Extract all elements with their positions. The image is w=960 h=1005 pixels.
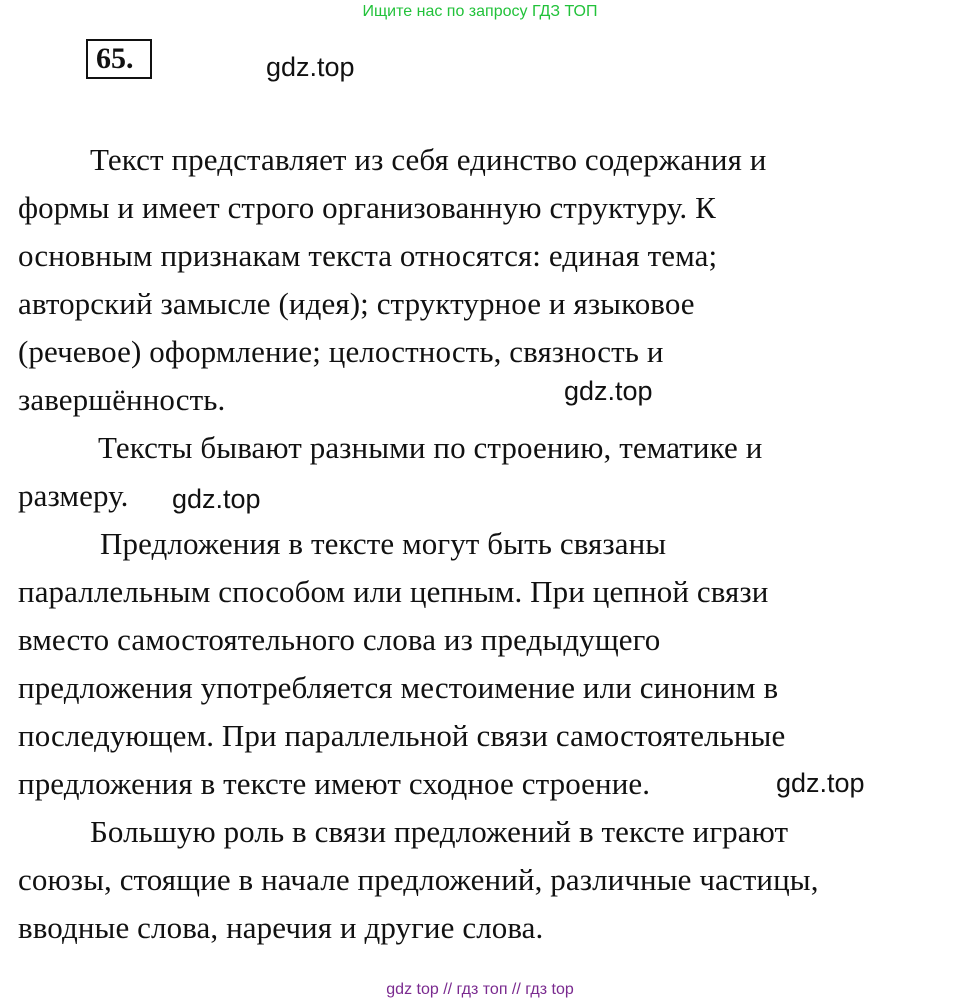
text-line: вместо самостоятельного слова из предыдущего [18,622,661,657]
text-line: последующем. При параллельной связи самостоятельные [18,718,786,753]
text-line: вводные слова, наречия и другие слова. [18,910,544,945]
watermark-1: gdz.top [266,52,355,82]
top-banner: Ищите нас по запросу ГДЗ ТОП [362,3,598,20]
text-line: Тексты бывают разными по строению, тематике и [98,430,763,465]
text-line: основным признакам текста относятся: единая тема; [18,238,718,273]
text-line: авторский замысле (идея); структурное и языковое [18,286,695,321]
text-line: завершённость. [18,382,226,417]
watermark-4: gdz.top [776,768,865,798]
watermark-3: gdz.top [172,484,261,514]
text-line: формы и имеет строго организованную структуру. К [18,190,716,225]
text-line: союзы, стоящие в начале предложений, различные частицы, [18,862,819,897]
text-line: Предложения в тексте могут быть связаны [100,526,667,561]
text-line: параллельным способом или цепным. При цепной связи [18,574,769,609]
text-line: предложения употребляется местоимение или синоним в [18,670,779,705]
watermark-2: gdz.top [564,376,653,406]
text-line: Текст представляет из себя единство содержания и [90,142,767,177]
text-line: размеру. [18,478,129,513]
footer-watermark: gdz top // гдз топ // гдз top [386,981,574,998]
text-line: предложения в тексте имеют сходное строение. [18,766,651,801]
text-line: (речевое) оформление; целостность, связность и [18,334,664,369]
text-line: Большую роль в связи предложений в тексте играют [90,814,789,849]
task-number: 65. [86,39,152,79]
